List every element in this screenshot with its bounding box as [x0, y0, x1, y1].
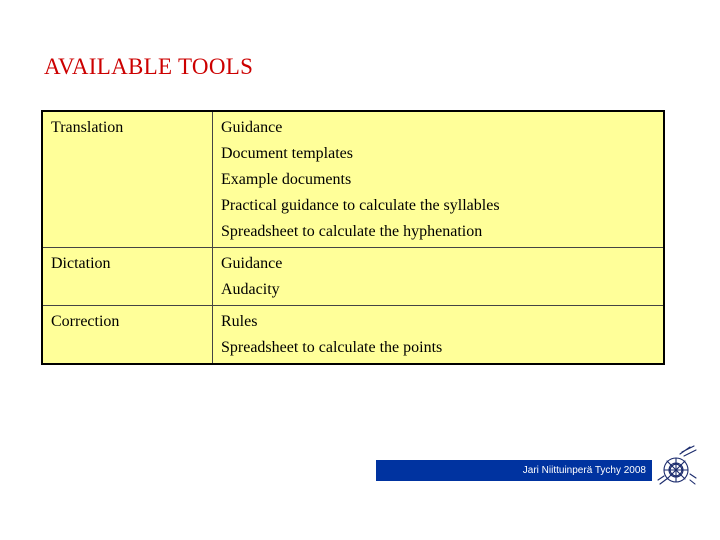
slide-title: AVAILABLE TOOLS: [44, 54, 254, 79]
items-cell: [213, 248, 665, 306]
items-cell: [213, 111, 665, 248]
tool-item: Spreadsheet to calculate the hyphenation: [221, 223, 483, 240]
tool-item: Rules: [221, 313, 258, 330]
table-row: [42, 306, 664, 365]
category-cell: Dictation: [42, 248, 213, 306]
tool-item: Guidance: [221, 255, 283, 272]
tool-item: Example documents: [221, 171, 352, 188]
tool-item: Spreadsheet to calculate the points: [221, 339, 443, 356]
tool-item: Audacity: [221, 281, 280, 298]
tools-table: [41, 110, 665, 365]
footer-bar: Jari Niittuinperä Tychy 2008: [376, 460, 652, 481]
tool-item: Guidance: [221, 119, 283, 136]
category-cell: Translation: [42, 111, 213, 248]
tool-item: Practical guidance to calculate the syllables: [221, 197, 500, 214]
items-cell: [213, 306, 665, 365]
sketch-logo-icon: [654, 444, 698, 492]
table-row: [42, 111, 664, 248]
table-row: [42, 248, 664, 306]
category-cell: Correction: [42, 306, 213, 365]
tool-item: Document templates: [221, 145, 353, 162]
